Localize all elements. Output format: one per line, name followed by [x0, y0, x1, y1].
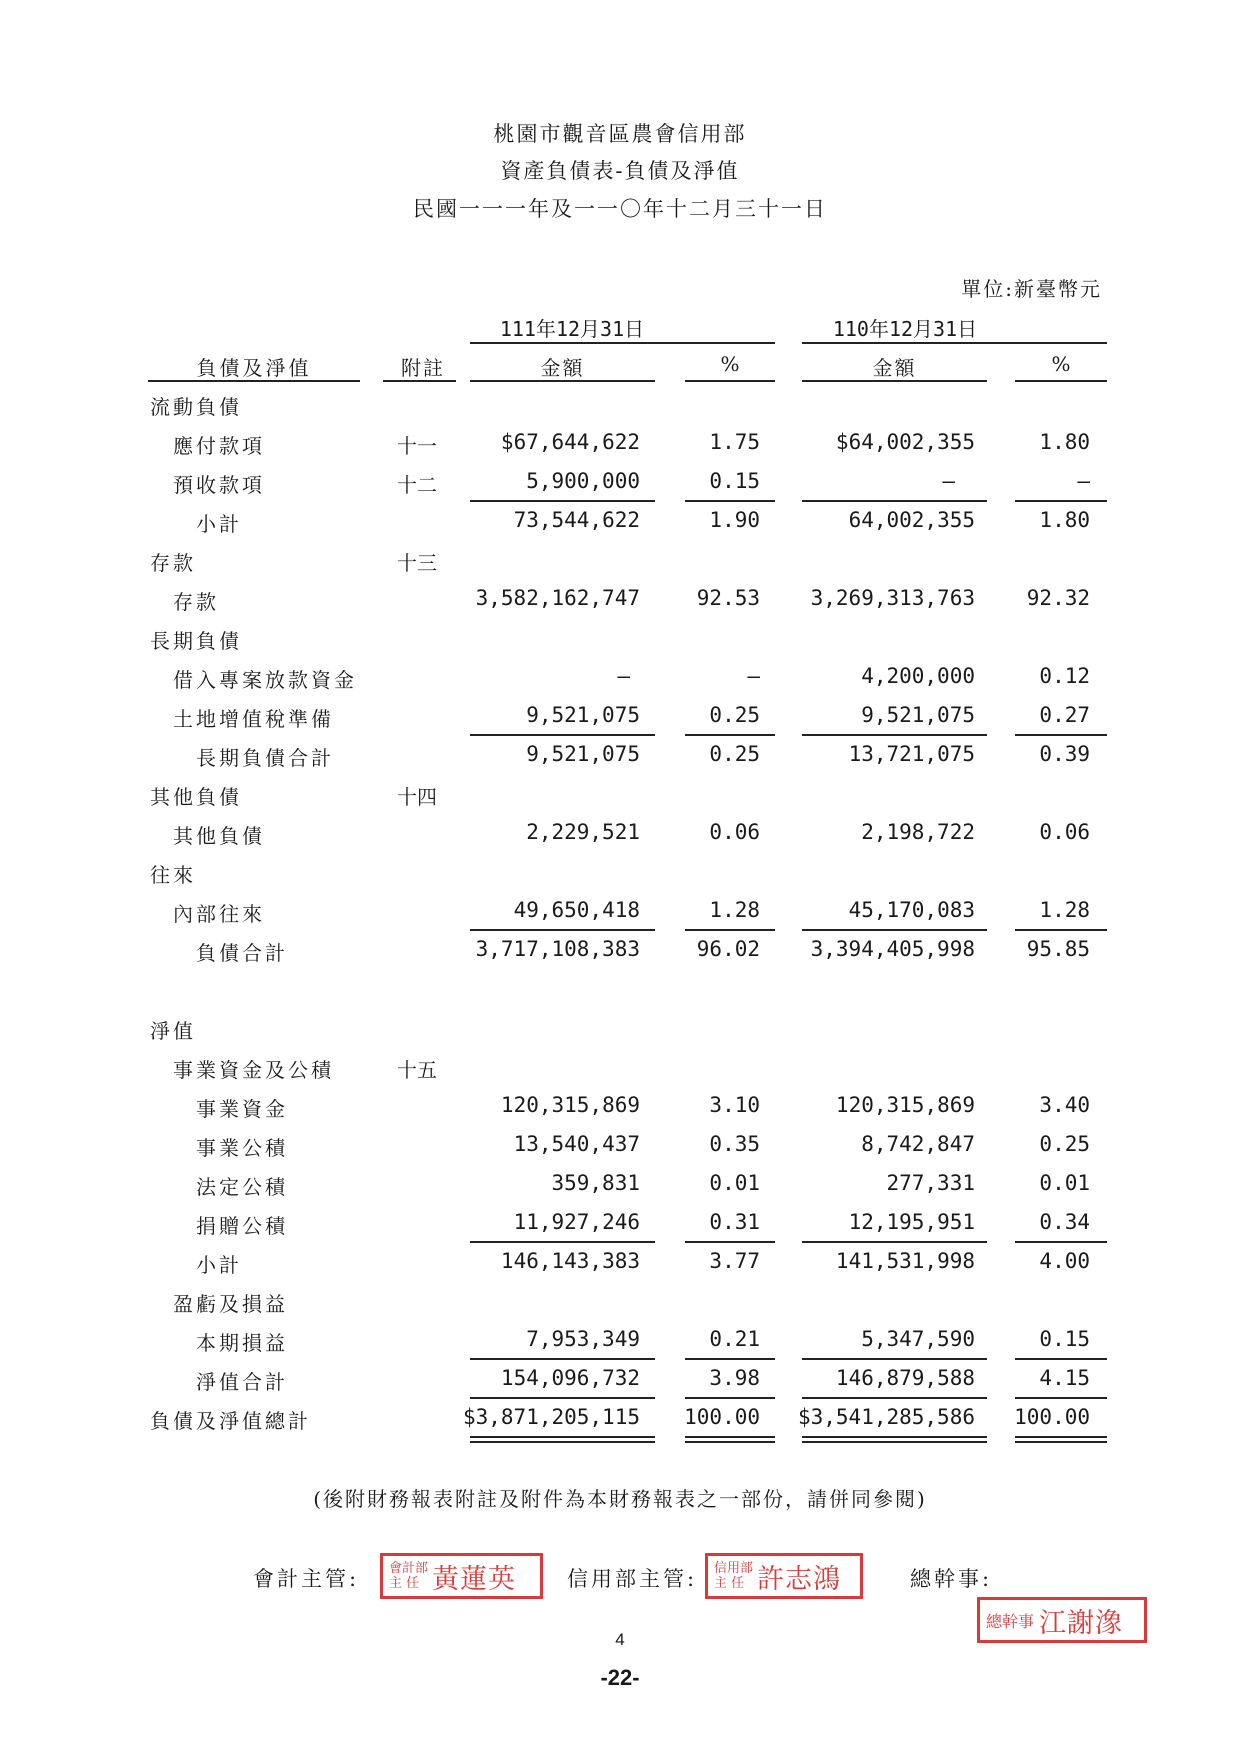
subtotal-rule	[1015, 1358, 1107, 1360]
table-row	[0, 695, 1240, 734]
page-footer: -22-	[600, 1665, 640, 1690]
org-title: 桃園市觀音區農會信用部	[493, 122, 747, 146]
pct-111: 0.06	[709, 820, 760, 844]
row-label: 應付款項	[173, 434, 265, 458]
amount-111: 3,717,108,383	[475, 937, 640, 961]
subtotal-rule	[1015, 1397, 1107, 1399]
accounting-manager-stamp	[380, 1553, 543, 1599]
period-110-rule	[802, 342, 1107, 344]
amount-110: 64,002,355	[848, 508, 975, 532]
table-row	[0, 734, 1240, 773]
pct-110: 0.39	[1039, 742, 1090, 766]
period-111-header: 111年12月31日	[499, 317, 645, 341]
subtotal-rule	[470, 500, 655, 502]
pct-111: 0.01	[709, 1171, 760, 1195]
item-header-rule	[148, 380, 360, 382]
amount-111: 9,521,075	[526, 703, 640, 727]
table-row	[0, 1319, 1240, 1358]
grand-total-rule	[685, 1441, 775, 1443]
pct-111: 96.02	[696, 937, 760, 961]
pct-110: 0.25	[1039, 1132, 1090, 1156]
row-label: 存款	[150, 551, 196, 575]
amount-111: —	[617, 664, 630, 688]
grand-total-rule	[470, 1436, 655, 1438]
row-label: 小計	[196, 512, 242, 536]
statement-title: 資產負債表-負債及淨值	[500, 159, 740, 183]
pct-110: 0.34	[1039, 1210, 1090, 1234]
table-row	[0, 1397, 1240, 1436]
amount-110-header: 金額	[872, 356, 917, 380]
pct-110: 95.85	[1026, 937, 1090, 961]
subtotal-rule	[802, 734, 987, 736]
amount-111: 154,096,732	[500, 1366, 640, 1390]
general-manager-label: 總幹事:	[910, 1567, 993, 1591]
subtotal-rule	[1015, 929, 1107, 931]
pct-111: 0.35	[709, 1132, 760, 1156]
subtotal-rule	[1015, 500, 1107, 502]
pct-111: 1.75	[709, 430, 760, 454]
amount-111: 146,143,383	[500, 1249, 640, 1273]
amount-110: $64,002,355	[835, 430, 975, 454]
table-row	[0, 617, 1240, 656]
pct-110: 0.15	[1039, 1327, 1090, 1351]
row-note: 十一	[397, 434, 437, 458]
subtotal-rule	[685, 1358, 775, 1360]
subtotal-rule	[802, 500, 987, 502]
table-row	[0, 851, 1240, 890]
subtotal-rule	[470, 1358, 655, 1360]
note-header-rule	[383, 380, 456, 382]
amount-110: 120,315,869	[835, 1093, 975, 1117]
accounting-manager-label: 會計主管:	[253, 1567, 360, 1591]
row-label: 小計	[196, 1253, 242, 1277]
stamp-title: 主 任	[714, 1576, 745, 1591]
subtotal-rule	[685, 929, 775, 931]
amount-111: 49,650,418	[513, 898, 640, 922]
amount-110: 9,521,075	[861, 703, 975, 727]
pct-111: 3.77	[709, 1249, 760, 1273]
pct-111: 3.10	[709, 1093, 760, 1117]
grand-total-rule	[802, 1436, 987, 1438]
row-note: 十二	[397, 473, 437, 497]
statement-date: 民國一一一年及一一〇年十二月三十一日	[413, 197, 827, 221]
item-column-header: 負債及淨值	[196, 356, 312, 380]
row-label: 其他負債	[173, 824, 265, 848]
pct-111: 0.25	[709, 742, 760, 766]
stamp-name: 許志鴻	[757, 1563, 842, 1595]
amount-111: 9,521,075	[526, 742, 640, 766]
amount-111: $3,871,205,115	[462, 1405, 640, 1429]
table-row	[0, 383, 1240, 422]
amount-110: 8,742,847	[861, 1132, 975, 1156]
stamp-title: 主 任	[389, 1576, 420, 1591]
amount-110: 3,394,405,998	[810, 937, 975, 961]
amount-111: 359,831	[551, 1171, 640, 1195]
subtotal-rule	[470, 1397, 655, 1399]
row-label: 長期負債	[150, 629, 242, 653]
table-row	[0, 890, 1240, 929]
period-111-rule	[470, 342, 775, 344]
table-row	[0, 656, 1240, 695]
pct-111: 0.31	[709, 1210, 760, 1234]
amount-111-header-rule	[470, 380, 655, 382]
grand-total-rule	[1015, 1436, 1107, 1438]
pct-110: 1.80	[1039, 430, 1090, 454]
table-row	[0, 1124, 1240, 1163]
pct-111-header-rule	[685, 380, 775, 382]
table-row	[0, 812, 1240, 851]
credit-manager-stamp	[705, 1553, 863, 1599]
subtotal-rule	[470, 1241, 655, 1243]
subtotal-rule	[685, 1241, 775, 1243]
amount-111: 120,315,869	[500, 1093, 640, 1117]
table-row	[0, 1007, 1240, 1046]
grand-total-rule	[1015, 1441, 1107, 1443]
subtotal-rule	[1015, 734, 1107, 736]
pct-110: 1.80	[1039, 508, 1090, 532]
table-row	[0, 1241, 1240, 1280]
pct-110: 0.27	[1039, 703, 1090, 727]
pct-110-header: %	[1051, 352, 1071, 376]
pct-110-header-rule	[1015, 380, 1107, 382]
row-label: 盈虧及損益	[173, 1292, 288, 1316]
row-label: 淨值	[150, 1019, 196, 1043]
subtotal-rule	[685, 500, 775, 502]
subtotal-rule	[1015, 1241, 1107, 1243]
row-label: 長期負債合計	[196, 746, 334, 770]
row-note: 十四	[397, 785, 437, 809]
row-note: 十五	[397, 1058, 437, 1082]
subtotal-rule	[802, 1358, 987, 1360]
period-110-header: 110年12月31日	[832, 317, 978, 341]
table-row	[0, 500, 1240, 539]
unit-label: 單位:新臺幣元	[961, 277, 1102, 301]
pct-110: 4.15	[1039, 1366, 1090, 1390]
table-row	[0, 1202, 1240, 1241]
amount-110-header-rule	[802, 380, 987, 382]
amount-111: 5,900,000	[526, 469, 640, 493]
table-row	[0, 1280, 1240, 1319]
row-note: 十三	[397, 551, 437, 575]
amount-111: 13,540,437	[513, 1132, 640, 1156]
subtotal-rule	[470, 734, 655, 736]
subtotal-rule	[685, 734, 775, 736]
amount-111: $67,644,622	[500, 430, 640, 454]
credit-manager-label: 信用部主管:	[567, 1567, 698, 1591]
table-row	[0, 461, 1240, 500]
amount-111: 73,544,622	[513, 508, 640, 532]
table-row	[0, 773, 1240, 812]
table-row	[0, 539, 1240, 578]
pct-110: 92.32	[1026, 586, 1090, 610]
amount-111: 7,953,349	[526, 1327, 640, 1351]
amount-110: 141,531,998	[835, 1249, 975, 1273]
amount-110: 12,195,951	[848, 1210, 975, 1234]
amount-110: —	[942, 469, 955, 493]
subtotal-rule	[470, 929, 655, 931]
row-label: 負債及淨值總計	[150, 1409, 311, 1433]
note-column-header: 附註	[401, 356, 445, 380]
pct-111: 92.53	[696, 586, 760, 610]
pct-111: 100.00	[684, 1405, 760, 1429]
grand-total-rule	[802, 1441, 987, 1443]
table-row	[0, 422, 1240, 461]
amount-110: $3,541,285,586	[797, 1405, 975, 1429]
amount-111: 11,927,246	[513, 1210, 640, 1234]
row-label: 淨值合計	[196, 1370, 288, 1394]
amount-110: 5,347,590	[861, 1327, 975, 1351]
row-label: 事業資金	[196, 1097, 288, 1121]
row-label: 法定公積	[196, 1175, 288, 1199]
pct-110: —	[1077, 469, 1090, 493]
pct-111: 0.25	[709, 703, 760, 727]
stamp-dept: 會計部	[389, 1561, 429, 1576]
table-row	[0, 1085, 1240, 1124]
subtotal-rule	[802, 1241, 987, 1243]
subtotal-rule	[685, 1397, 775, 1399]
pct-111: 1.28	[709, 898, 760, 922]
pct-110: 3.40	[1039, 1093, 1090, 1117]
amount-110: 45,170,083	[848, 898, 975, 922]
pct-111: 1.90	[709, 508, 760, 532]
amount-110: 3,269,313,763	[810, 586, 975, 610]
row-label: 往來	[150, 863, 196, 887]
footnote: (後附財務報表附註及附件為本財務報表之一部份，請併同參閱)	[313, 1487, 927, 1511]
row-label: 捐贈公積	[196, 1214, 288, 1238]
stamp-dept: 信用部	[714, 1561, 754, 1576]
pct-111-header: %	[720, 352, 740, 376]
stamp-title: 總幹事	[986, 1611, 1035, 1631]
row-label: 借入專案放款資金	[173, 668, 357, 692]
pct-111: 3.98	[709, 1366, 760, 1390]
row-label: 負債合計	[196, 941, 288, 965]
stamp-name: 黃蓮英	[432, 1563, 517, 1595]
table-row	[0, 1163, 1240, 1202]
row-label: 預收款項	[173, 473, 265, 497]
pct-110: 4.00	[1039, 1249, 1090, 1273]
grand-total-rule	[470, 1441, 655, 1443]
amount-111: 3,582,162,747	[475, 586, 640, 610]
stamp-name: 江謝潒	[1039, 1607, 1124, 1639]
pct-111: —	[747, 664, 760, 688]
row-label: 本期損益	[196, 1331, 288, 1355]
row-label: 事業公積	[196, 1136, 288, 1160]
pct-111: 0.15	[709, 469, 760, 493]
pct-110: 1.28	[1039, 898, 1090, 922]
pct-110: 100.00	[1014, 1405, 1090, 1429]
amount-110: 13,721,075	[848, 742, 975, 766]
table-row	[0, 1046, 1240, 1085]
row-label: 其他負債	[150, 785, 242, 809]
row-label: 內部往來	[173, 902, 265, 926]
table-row	[0, 1358, 1240, 1397]
amount-111: 2,229,521	[526, 820, 640, 844]
row-label: 土地增值稅準備	[173, 707, 334, 731]
pct-110: 0.06	[1039, 820, 1090, 844]
grand-total-rule	[685, 1436, 775, 1438]
page-number: 4	[615, 1630, 625, 1649]
amount-110: 4,200,000	[861, 664, 975, 688]
pct-110: 0.12	[1039, 664, 1090, 688]
row-label: 流動負債	[150, 395, 242, 419]
row-label: 事業資金及公積	[173, 1058, 334, 1082]
subtotal-rule	[802, 1397, 987, 1399]
pct-111: 0.21	[709, 1327, 760, 1351]
pct-110: 0.01	[1039, 1171, 1090, 1195]
amount-110: 146,879,588	[835, 1366, 975, 1390]
table-row	[0, 578, 1240, 617]
row-label: 存款	[173, 590, 219, 614]
amount-111-header: 金額	[540, 356, 585, 380]
amount-110: 2,198,722	[861, 820, 975, 844]
table-row	[0, 929, 1240, 968]
subtotal-rule	[802, 929, 987, 931]
amount-110: 277,331	[886, 1171, 975, 1195]
